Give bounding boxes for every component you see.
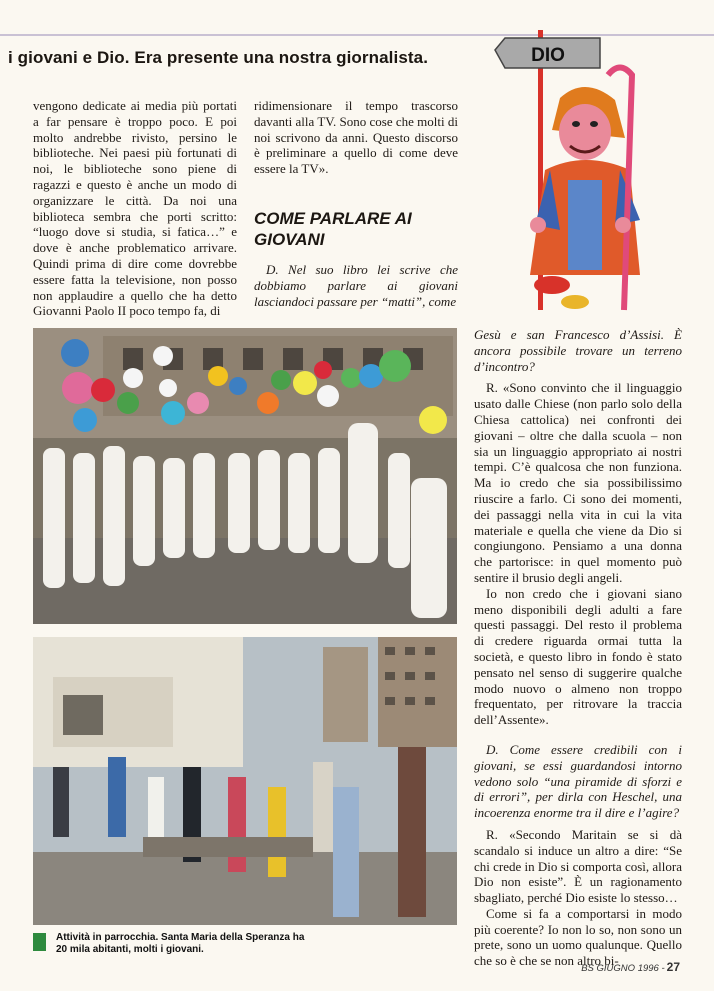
article-headline: i giovani e Dio. Era presente una nostra giornalista. xyxy=(8,48,429,67)
photo-communion-balloons xyxy=(33,328,457,624)
answer1-paragraph2: Io non credo che i giovani siano meno disponibili degli adulti a fare questi passaggi. Del resto il problema di credere riguarda ormai tutta la società, e questo libro in fondo è stato pensato nel senso di suggerire qualche modo nuovo o almeno non troppo frequentato, per ritrovare la traccia dell’Assente». xyxy=(474,585,682,728)
answer2-paragraph2: Come si fa a comportarsi in modo più coerente? Io non lo so, non sono un prete, sono un uomo qualunque. Quello che so è che se non altro bi- xyxy=(474,905,682,969)
column-1 xyxy=(33,98,237,319)
column2-paragraph: ridimensionare il tempo trascorso davanti alla TV. Sono cose che molti di noi scrivono da anni. Questo discorso è preliminare a quello di come deve essere la TV». xyxy=(254,98,458,177)
page-folio xyxy=(581,960,680,974)
sign-text: DIO xyxy=(531,45,565,66)
section-title: COME PARLARE AI GIOVANI xyxy=(254,209,412,249)
question1-start: D. Nel suo libro lei scrive che dobbiamo parlare ai giovani lasciandoci passare per “matti”, come xyxy=(254,262,458,309)
column1-paragraph: vengono dedicate ai media più portati a far pensare è troppo poco. E poi molto andrebbe rivisto, persino le biblioteche. Nei paesi più fortunati di noi, le biblioteche sono piene di ragazzi e questo è anche un modo di organizzare le città. Da noi una biblioteca sembra che porti scritto: “luogo dove si studia, si fatica…” e dove è anche problematico arrivare. Quindi prima di dire come dovrebbe essere fatta la televisione, non posso non applaudire a quello che ha detto Giovanni Paolo II poco tempo fa, di xyxy=(33,98,237,319)
answer2-paragraph1: R. «Secondo Maritain se si dà scandalo si induce un altro a dire: “Se chi crede in Dio si comporta così, allora Dio non esiste”. È un ragionamento sbagliato, perché Dio esiste lo stesso… xyxy=(474,826,682,906)
cartoon-pilgrim-illustration xyxy=(490,20,650,320)
communion-photo-image xyxy=(33,328,457,624)
parish-photo-image xyxy=(33,637,457,925)
caption-marker xyxy=(33,933,46,951)
question2: D. Come essere credibili con i giovani, se essi guardandosi intorno vedono solo “una piramide di sforzi e di errori”, per dirla con Heschel, una incoerenza enorme tra il dire e l’agire? xyxy=(474,741,682,821)
photo-caption: Attività in parrocchia. Santa Maria della Speranza ha 20 mila abitanti, molti i giovani. xyxy=(56,932,305,955)
issue-label: BS GIUGNO 1996 - xyxy=(581,963,665,974)
column-2-top xyxy=(254,98,458,177)
column-2-question xyxy=(254,262,458,309)
photo-parish-activity xyxy=(33,637,457,925)
page-number: 27 xyxy=(666,960,680,974)
column-3 xyxy=(474,327,682,969)
answer1-paragraph1: R. «Sono convinto che il linguaggio usato dalle Chiese (non parlo solo della Chiesa cattolica) nei confronti dei giovani – oltre che dalla scuola – non sia un linguaggio appropriato ai nostri tempi. C’è qualcosa che non funziona. Ma io credo che sia possibilissimo riuscire a farlo. Ci sono dei momenti, dei passaggi nella vita in cui la vita materiale e quella che viene da Dio si congiungono. Pensiamo a una donna che partorisce: in quel momento può sentire il brusio degli angeli. xyxy=(474,380,682,585)
question1-end: Gesù e san Francesco d’Assisi. È ancora possibile trovare un terreno d’incontro? xyxy=(474,327,682,374)
